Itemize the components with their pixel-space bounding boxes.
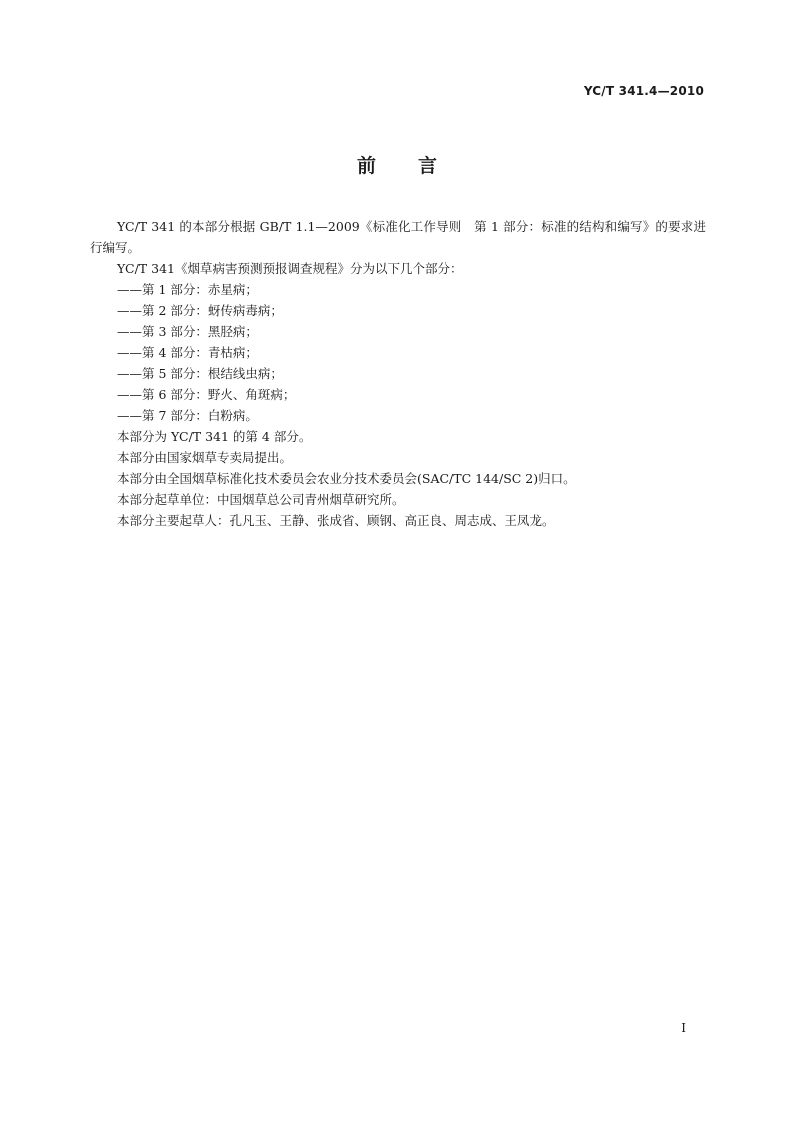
list-item: ——第 4 部分：青枯病； [117,345,258,360]
parts-list [90,279,706,426]
list-item: ——第 6 部分：野火、角斑病； [117,387,296,402]
proposer-statement: 本部分由国家烟草专卖局提出。 [117,450,293,465]
intro-paragraph: YC/T 341 的本部分根据 GB/T 1.1—2009《标准化工作导则 第 1 部分：标准的结构和编写》的要求进行编写。 [90,219,706,255]
list-item: ——第 7 部分：白粉病。 [117,408,258,423]
page-number: I [681,1021,686,1035]
list-item: ——第 3 部分：黑胫病； [117,324,258,339]
list-item: ——第 1 部分：赤星病； [117,282,258,297]
standard-number: YC/T 341.4—2010 [583,84,704,98]
structure-paragraph: YC/T 341《烟草病害预测预报调查规程》分为以下几个部分： [117,261,463,276]
part-statement: 本部分为 YC/T 341 的第 4 部分。 [117,429,312,444]
drafters-statement: 本部分主要起草人：孔凡玉、王静、张成省、顾钢、高正良、周志成、王凤龙。 [117,513,555,528]
drafting-unit-statement: 本部分起草单位：中国烟草总公司青州烟草研究所。 [117,492,405,507]
page-title: 前言 [356,155,479,177]
committee-statement: 本部分由全国烟草标准化技术委员会农业分技术委员会(SAC/TC 144/SC 2)归口。 [117,471,576,486]
document-body [90,216,706,531]
list-item: ——第 2 部分：蚜传病毒病； [117,303,283,318]
list-item: ——第 5 部分：根结线虫病； [117,366,283,381]
